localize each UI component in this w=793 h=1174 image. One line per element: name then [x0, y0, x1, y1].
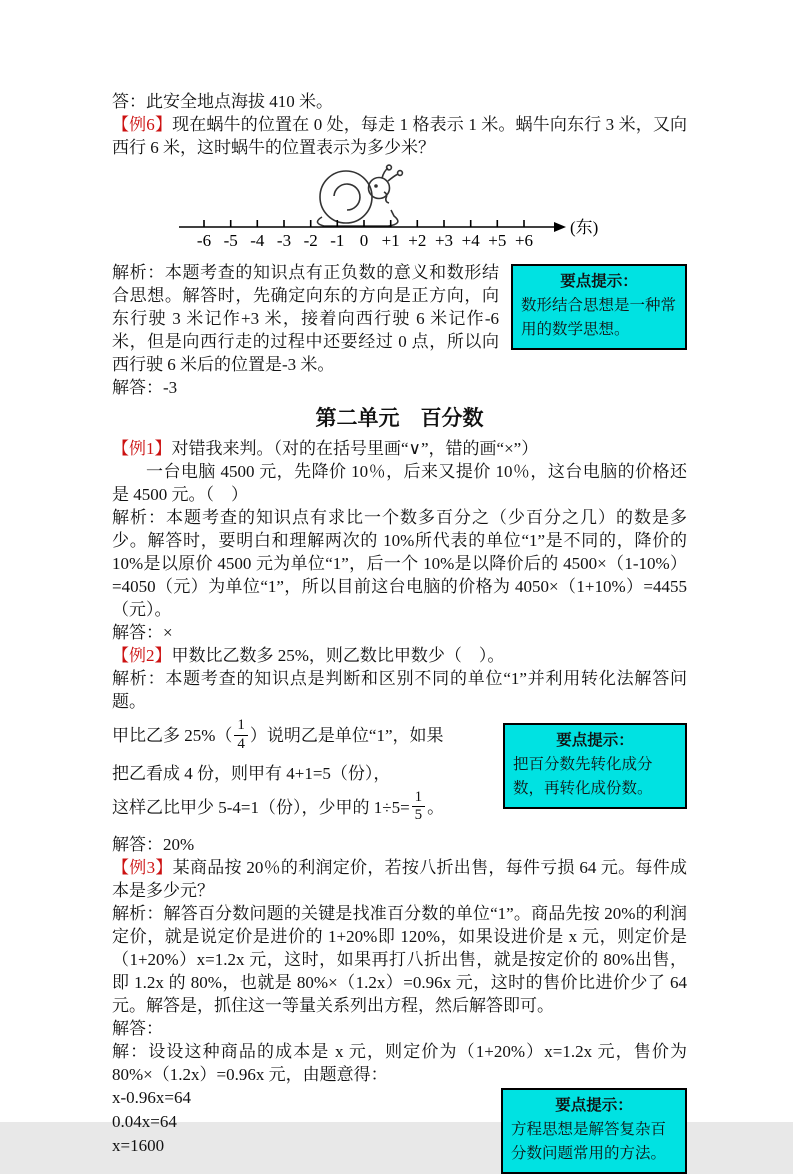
tip-box-body: 数形结合思想是一种常用的数学思想。 [521, 297, 677, 338]
example3-label: 【例3】 [112, 858, 173, 877]
line1-pre: 甲比乙多 25%（ [112, 726, 233, 746]
tip-box-3 [501, 1088, 687, 1174]
example3-answer-label: 解答： [112, 1019, 163, 1038]
number-line-svg [174, 165, 626, 253]
example1-label: 【例1】 [112, 439, 172, 458]
fraction-numerator: 1 [412, 790, 426, 808]
fraction-denominator: 4 [237, 735, 245, 752]
line1-post: ）说明乙是单位“1”，如果 [249, 726, 444, 746]
example3-equations-row [112, 1086, 687, 1174]
previous-answer-line: 答：此安全地点海拔 410 米。 [112, 92, 333, 111]
tip-box-title: 要点提示： [556, 732, 634, 749]
example6-question [112, 113, 687, 159]
example3-question-text: 某商品按 20％的利润定价，若按八折出售，每件亏损 64 元。每件成本是多少元？ [112, 858, 688, 900]
example3-equations [112, 1086, 489, 1158]
tick-label: +4 [461, 231, 480, 250]
tick-label: 0 [359, 231, 369, 250]
example2-analysis-row [112, 713, 687, 833]
example6-analysis-row [112, 261, 687, 376]
tick-label: -4 [250, 231, 265, 250]
example2-answer: 解答：20% [112, 835, 195, 854]
number-line-figure [174, 165, 687, 259]
example2-line3 [112, 788, 491, 827]
example2-line2: 把乙看成 4 份，则甲有 4+1=5（份）， [112, 763, 391, 783]
example2-line1 [112, 717, 491, 755]
example3-question [112, 856, 687, 902]
tick-label: +1 [381, 231, 400, 250]
tip-box-body: 把百分数先转化成分数，再转化成份数。 [513, 756, 653, 797]
tip-box-title: 要点提示： [560, 273, 638, 290]
number-line-tick-labels [197, 231, 533, 250]
tip-box-1 [511, 264, 687, 350]
tick-label: -1 [330, 231, 345, 250]
fraction-denominator: 5 [414, 807, 423, 824]
example1-answer: 解答：× [112, 623, 173, 642]
tick-label: +2 [408, 231, 427, 250]
example2-label: 【例2】 [112, 646, 172, 665]
line3-post: 。 [427, 797, 445, 817]
example2-analysis-lines [112, 713, 491, 833]
fraction-1-4 [234, 718, 248, 753]
tick-label: +6 [514, 231, 534, 250]
example6-answer: 解答：-3 [112, 378, 178, 397]
tick-label: -6 [196, 231, 212, 250]
tick-label: -5 [223, 231, 238, 250]
line3-pre: 这样乙比甲少 5-4=1（份），少甲的 1÷5= [112, 797, 410, 817]
tick-label: -3 [276, 231, 292, 250]
axis-arrowhead [554, 222, 566, 232]
example1-question-line2: 一台电脑 4500 元，先降价 10％，后来又提价 10％，这台电脑的价格还是 4500 元。（ ） [112, 462, 687, 504]
east-direction-label: (东) [570, 218, 599, 237]
equation-3: x=1600 [112, 1136, 165, 1155]
equation-1: x-0.96x=64 [112, 1088, 191, 1107]
unit2-title: 第二单元 百分数 [315, 407, 484, 430]
tick-label: +3 [434, 231, 454, 250]
tick-label: +5 [488, 231, 507, 250]
example6-analysis: 解析：本题考查的知识点有正负数的意义和数形结合思想。解答时，先确定向东的方向是正方向，向东行驶 3 米记作+3 米，接着向西行驶 6 米记作-6 米，但是向西行走的过程中还要经过 0 点，所以向西行驶 6 米后的位置是-3 米。 [112, 263, 499, 374]
tip-box-body: 方程思想是解答复杂百分数问题常用的方法。 [511, 1121, 667, 1162]
fraction-numerator: 1 [234, 718, 248, 736]
example1-question-line1 [112, 437, 687, 460]
example1-question-text: 对错我来判。（对的在括号里画“∨”，错的画“×”） [171, 439, 539, 458]
fraction-1-5 [412, 790, 426, 825]
tick-label: -2 [303, 231, 318, 250]
example3-solution: 解：设设这种商品的成本是 x 元，则定价为（1+20%）x=1.2x 元，售价为 80%×（1.2x）=0.96x 元，由题意得： [112, 1042, 687, 1084]
example2-analysis-intro: 解析：本题考查的知识点是判断和区别不同的单位“1”并利用转化法解答问题。 [112, 669, 687, 711]
tip-box-2 [503, 723, 687, 809]
example3-analysis: 解析：解答百分数问题的关键是找准百分数的单位“1”。商品先按 20%的利润定价，就是说定价是进价的 1+20%即 120%，如果设进价是 x 元，则定价是（1+20%）x=1.2x 元，这时，如果再打八折出售，就是按定价的 80%出售，即 1.2x 的 80%，也就是 80%×（1.2x）=0.96x 元，这时的售价比进价少了 64 元。解答是，抓住这一等量关系列出方程，然后解答即可。 [112, 904, 687, 1015]
equation-2: 0.04x=64 [112, 1112, 177, 1131]
example1-analysis: 解析：本题考查的知识点有求比一个数多百分之（少百分之几）的数是多少。解答时，要明白和理解两次的 10%所代表的单位“1”是不同的，降价的 10%是以原价 4500 元为单位“1”，后一个 10%是以降价后的 4500×（1-10%）=4050（元）为单位“1”，所以目前这台电脑的价格为 4050×（1+10%）=4455（元）。 [112, 508, 687, 619]
tip-box-title: 要点提示： [555, 1097, 633, 1114]
example6-label: 【例6】 [112, 115, 173, 134]
example2-question-text: 甲数比乙数多 25%，则乙数比甲数少（ ）。 [171, 646, 505, 665]
example6-question-text: 现在蜗牛的位置在 0 处，每走 1 格表示 1 米。蜗牛向东行 3 米，又向西行 6 米，这时蜗牛的位置表示为多少米？ [112, 115, 688, 157]
example2-question [112, 644, 687, 667]
snail-illustration [317, 165, 402, 226]
